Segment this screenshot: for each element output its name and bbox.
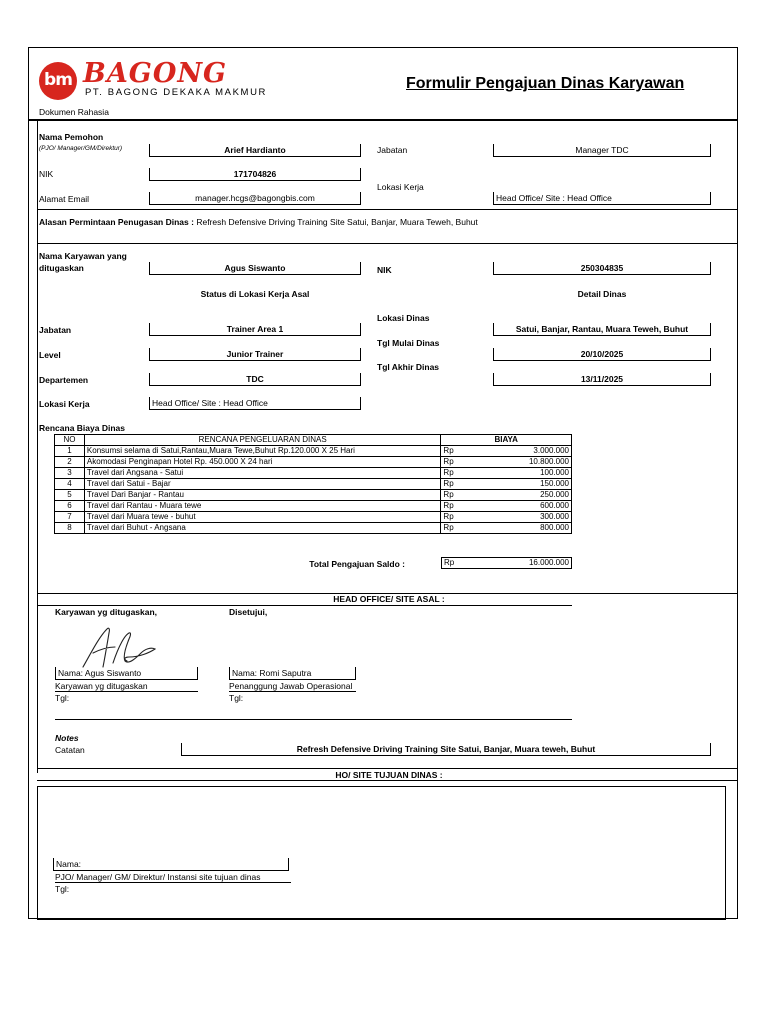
row-desc: Travel dari Muara tewe - buhut (84, 512, 441, 523)
destination-heading: HO/ SITE TUJUAN DINAS : (335, 770, 443, 780)
row-currency: Rp (441, 490, 471, 501)
row-no: 7 (55, 512, 85, 523)
row-currency: Rp (441, 523, 471, 534)
form-page (28, 47, 738, 919)
applicant-nik-label: NIK (39, 169, 54, 179)
row-currency: Rp (441, 446, 471, 457)
level-label: Level (39, 350, 61, 360)
divider (37, 243, 738, 244)
total-amount: 16.000.000 (468, 558, 572, 569)
employee-nik-label: NIK (377, 265, 392, 275)
row-amount: 800.000 (471, 523, 572, 534)
row-desc: Travel dari Satui - Bajar (84, 479, 441, 490)
applicant-jabatan-label: Jabatan (377, 145, 408, 155)
divider (55, 691, 198, 692)
budget-table (54, 434, 572, 534)
detail-heading: Detail Dinas (577, 289, 627, 299)
section-border (37, 119, 38, 243)
employee-jabatan-field[interactable]: Trainer Area 1 (149, 323, 361, 336)
row-currency: Rp (441, 457, 471, 468)
row-no: 1 (55, 446, 85, 457)
table-row (55, 523, 572, 534)
applicant-jabatan-field[interactable]: Manager TDC (493, 144, 711, 157)
row-desc: Travel Dari Banjar - Rantau (84, 490, 441, 501)
row-desc: Travel dari Buhut - Angsana (84, 523, 441, 534)
destination-name-field[interactable]: Nama: (53, 858, 289, 871)
table-row (55, 468, 572, 479)
status-heading: Status di Lokasi Kerja Asal (200, 289, 310, 299)
table-row (55, 479, 572, 490)
divider (37, 768, 738, 769)
budget-title: Rencana Biaya Dinas (39, 423, 125, 433)
catatan-label: Catatan (55, 745, 85, 755)
row-amount: 300.000 (471, 512, 572, 523)
lokasi-kerja-label: Lokasi Kerja (39, 399, 90, 409)
table-row (55, 446, 572, 457)
col-no-header: NO (55, 435, 85, 446)
row-currency: Rp (441, 479, 471, 490)
tgl-mulai-field[interactable]: 20/10/2025 (493, 348, 711, 361)
row-currency: Rp (441, 501, 471, 512)
budget-header-row (55, 435, 572, 446)
confidential-label: Dokumen Rahasia (39, 107, 109, 117)
row-amount: 100.000 (471, 468, 572, 479)
origin-right-title: Disetujui, (229, 607, 268, 617)
row-no: 2 (55, 457, 85, 468)
row-amount: 250.000 (471, 490, 572, 501)
section-border (37, 243, 38, 773)
divider (229, 691, 356, 692)
row-desc: Konsumsi selama di Satui,Rantau,Muara Tewe,Buhut Rp.120.000 X 25 Hari (84, 446, 441, 457)
origin-right-name-field[interactable]: Nama: Romi Saputra (229, 667, 356, 680)
divider (55, 719, 572, 720)
row-desc: Travel dari Rantau - Muara tewe (84, 501, 441, 512)
row-no: 6 (55, 501, 85, 512)
catatan-field[interactable]: Refresh Defensive Driving Training Site Satui, Banjar, Muara teweh, Buhut (181, 743, 711, 756)
lokasi-kerja-field[interactable]: Head Office/ Site : Head Office (149, 397, 361, 410)
level-field[interactable]: Junior Trainer (149, 348, 361, 361)
brand-name: BAGONG (83, 58, 228, 89)
employee-name-field[interactable]: Agus Siswanto (149, 262, 361, 275)
employee-name-label-1: Nama Karyawan yang (39, 251, 127, 261)
row-no: 8 (55, 523, 85, 534)
row-no: 3 (55, 468, 85, 479)
employee-name-label-2: ditugaskan (39, 263, 84, 273)
applicant-name-label: Nama Pemohon (39, 132, 104, 142)
destination-box (37, 786, 726, 920)
origin-left-title: Karyawan yg ditugaskan, (55, 607, 158, 617)
tgl-mulai-label: Tgl Mulai Dinas (377, 338, 440, 348)
employee-jabatan-label: Jabatan (39, 325, 72, 335)
reason-line (39, 217, 478, 227)
applicant-nik-field[interactable]: 171704826 (149, 168, 361, 181)
table-row (55, 457, 572, 468)
row-amount: 600.000 (471, 501, 572, 512)
destination-tgl: Tgl: (55, 884, 70, 894)
origin-right-role: Penanggung Jawab Operasional (229, 681, 353, 691)
row-no: 5 (55, 490, 85, 501)
row-amount: 3.000.000 (471, 446, 572, 457)
row-currency: Rp (441, 468, 471, 479)
reason-label: Alasan Permintaan Penugasan Dinas : (39, 217, 194, 227)
lokasi-dinas-field[interactable]: Satui, Banjar, Rantau, Muara Teweh, Buhut (493, 323, 711, 336)
departemen-field[interactable]: TDC (149, 373, 361, 386)
table-row (55, 501, 572, 512)
lokasi-dinas-label: Lokasi Dinas (377, 313, 430, 323)
row-desc: Travel dari Angsana - Satui (84, 468, 441, 479)
company-logo-icon: bm (39, 62, 77, 100)
divider (55, 882, 291, 883)
total-label: Total Pengajuan Saldo : (309, 559, 405, 569)
destination-role: PJO/ Manager/ GM/ Direktur/ Instansi site tujuan dinas (55, 872, 261, 882)
applicant-name-sub: (PJO/ Manager/GM/Direktur) (39, 145, 123, 152)
brand-subtitle: PT. BAGONG DEKAKA MAKMUR (85, 87, 267, 98)
reason-value: Refresh Defensive Driving Training Site Satui, Banjar, Muara Teweh, Buhut (196, 217, 478, 227)
origin-left-role: Karyawan yg ditugaskan (55, 681, 148, 691)
row-desc: Akomodasi Penginapan Hotel Rp. 450.000 X 24 hari (84, 457, 441, 468)
origin-left-name-field[interactable]: Nama: Agus Siswanto (55, 667, 198, 680)
table-row (55, 512, 572, 523)
row-no: 4 (55, 479, 85, 490)
total-currency: Rp (442, 558, 469, 569)
notes-label: Notes (55, 733, 79, 743)
divider (37, 605, 572, 606)
total-box (441, 557, 572, 569)
divider (37, 780, 738, 781)
origin-left-tgl: Tgl: (55, 693, 70, 703)
col-plan-header: RENCANA PENGELUARAN DINAS (84, 435, 441, 446)
employee-nik-field[interactable]: 250304835 (493, 262, 711, 275)
applicant-lokasi-label: Lokasi Kerja (377, 182, 424, 192)
header-divider (29, 119, 738, 121)
origin-right-tgl: Tgl: (229, 693, 244, 703)
applicant-name-field[interactable]: Arief Hardianto (149, 144, 361, 157)
col-cost-header: BIAYA (441, 435, 572, 446)
signature-image (79, 623, 159, 671)
row-amount: 150.000 (471, 479, 572, 490)
tgl-akhir-field[interactable]: 13/11/2025 (493, 373, 711, 386)
table-row (55, 490, 572, 501)
row-currency: Rp (441, 512, 471, 523)
origin-heading: HEAD OFFICE/ SITE ASAL : (333, 594, 445, 604)
row-amount: 10.800.000 (471, 457, 572, 468)
tgl-akhir-label: Tgl Akhir Dinas (377, 362, 440, 372)
page-title: Formulir Pengajuan Dinas Karyawan (406, 75, 685, 92)
applicant-lokasi-field[interactable]: Head Office/ Site : Head Office (493, 192, 711, 205)
applicant-email-label: Alamat Email (39, 194, 90, 204)
departemen-label: Departemen (39, 375, 89, 385)
divider (37, 209, 738, 210)
applicant-email-field[interactable]: manager.hcgs@bagongbis.com (149, 192, 361, 205)
